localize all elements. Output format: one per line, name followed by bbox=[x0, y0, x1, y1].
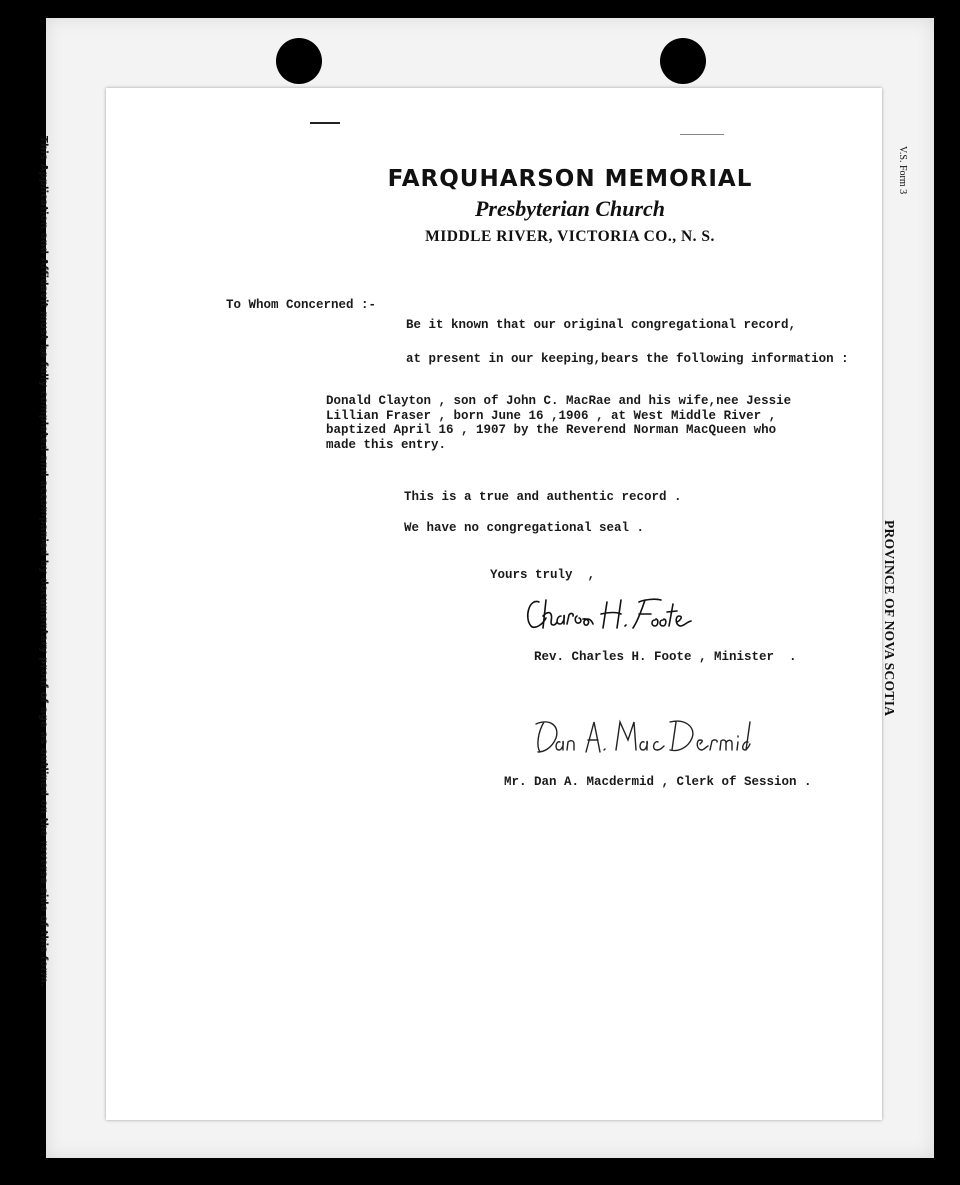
letterhead-church-name: FARQUHARSON MEMORIAL bbox=[387, 166, 753, 192]
church-letter bbox=[106, 88, 882, 1120]
punch-hole-left bbox=[276, 38, 322, 84]
salutation: To Whom Concerned :- bbox=[226, 298, 377, 312]
form-number: V.S. Form 3 bbox=[897, 146, 908, 195]
clerk-name: Mr. Dan A. Macdermid , Clerk of Session . bbox=[504, 775, 812, 789]
intro-line-1: Be it known that our original congregational record, bbox=[406, 318, 797, 332]
minister-signature bbox=[521, 588, 721, 638]
dash-mark-left bbox=[310, 122, 340, 124]
province-heading: PROVINCE OF NOVA SCOTIA bbox=[882, 520, 897, 717]
letterhead-address: MIDDLE RIVER, VICTORIA CO., N. S. bbox=[425, 228, 715, 245]
dash-mark-right bbox=[680, 134, 724, 135]
minister-name: Rev. Charles H. Foote , Minister . bbox=[534, 650, 797, 664]
intro-line-2: at present in our keeping,bears the following information : bbox=[406, 352, 849, 366]
seal-statement: We have no congregational seal . bbox=[404, 521, 645, 535]
authenticity-statement: This is a true and authentic record . bbox=[404, 490, 682, 504]
closing: Yours truly , bbox=[490, 568, 596, 582]
baptism-record-text: Donald Clayton , son of John C. MacRae and his wife,nee Jessie Lillian Fraser , born June 16 ,1906 , at West Middle River , baptized April 16 , 1907 by the Reverend Norman MacQueen who made this entry. bbox=[326, 394, 792, 452]
clerk-signature bbox=[530, 712, 760, 760]
letterhead-subtitle: Presbyterian Church bbox=[474, 196, 666, 221]
form-side-notice: This Application and Affidavit must be fully completed and accompanied by documentary proof of age as outlined on the reverse side of this form. bbox=[38, 136, 49, 988]
punch-hole-right bbox=[660, 38, 706, 84]
